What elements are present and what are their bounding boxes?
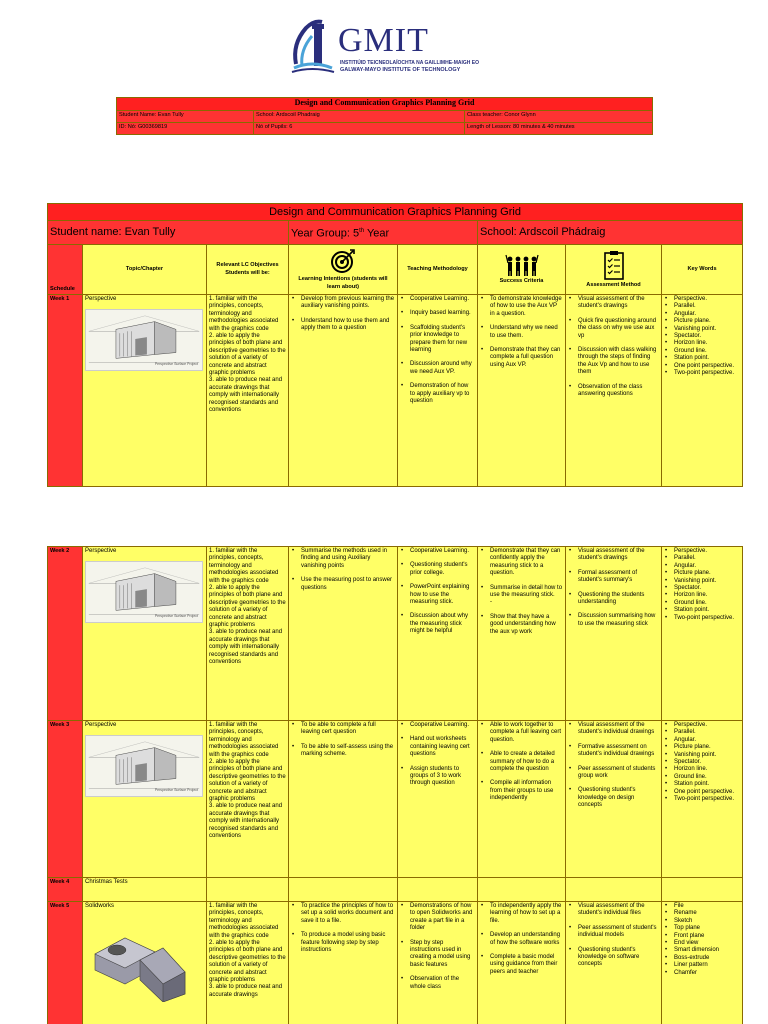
table-row-week4 (48, 878, 743, 902)
list-item: • Observation of the whole class (400, 976, 475, 991)
week1-methodology (398, 295, 478, 487)
header-intentions-label: Learning Intentions (students will learn about) (298, 276, 388, 290)
list-item: • Discussion summarising how to use the measuring stick (568, 613, 659, 628)
week5-methodology (398, 902, 478, 1024)
week3-success (478, 721, 566, 878)
list-item: • Horizon line. (664, 766, 740, 773)
info-id: ID: Nó: G00369819 (117, 123, 254, 135)
week4-empty-cell (398, 878, 478, 902)
week2-success (478, 547, 566, 721)
week4-empty-cell (207, 878, 289, 902)
list-item: • Perspective. (664, 722, 740, 729)
list-item: • Demonstrate that they can complete a full question using Aux VP. (480, 347, 563, 369)
week5-intentions (289, 902, 398, 1024)
year-sup: th (359, 227, 365, 234)
week5-keywords (662, 902, 743, 1024)
list-item: • Cooperative Learning. (400, 296, 475, 303)
header-success (478, 245, 566, 295)
lesson-label: Length of Lesson: (467, 124, 512, 130)
week2-topic-text: Perspective (85, 548, 117, 554)
image-caption: Perspective Surface Project (154, 788, 198, 792)
list-item: • Station point. (664, 607, 740, 614)
week1-keywords (662, 295, 743, 487)
list-item: • Summarise in detail how to use the measuring stick. - (480, 585, 563, 607)
grid-school: School: Ardscoil Phádraig (478, 221, 743, 245)
header-objectives-line1: Relevant LC Objectives (216, 262, 279, 269)
header-objectives (207, 245, 289, 295)
list-item: • Summarise the methods used in finding and using Auxiliary vanishing points (291, 548, 395, 570)
list-item: • Angular. (664, 563, 740, 570)
list-item: • Angular. (664, 737, 740, 744)
list-item: • Picture plane. (664, 318, 740, 325)
list-item: • Smart dimension (664, 947, 740, 954)
list-item: • Step by step instructions used in creating a model using basic features (400, 940, 475, 970)
list-item: • One point perspective. (664, 789, 740, 796)
list-item: • Demonstration of how to apply auxiliary vp to question (400, 383, 475, 405)
header-keywords: Key Words (662, 245, 743, 295)
week3-assessment (566, 721, 662, 878)
week3-topic-text: Perspective (85, 722, 117, 728)
week3-topic (83, 721, 207, 878)
list-item: • Cooperative Learning. (400, 548, 475, 555)
team-success-icon (505, 254, 539, 276)
week1-topic (83, 295, 207, 487)
list-item: • Use the measuring post to answer questions (291, 577, 395, 592)
week5-assessment (566, 902, 662, 1024)
list-item: • Questioning student's knowledge on software concepts (568, 947, 659, 969)
week1-objectives: 1. familiar with the principles, concepts, terminology and methodologies associated with the graphics code 2. able to apply the principles of both plane and descriptive geometries to the solution of a variety of concrete and abstract graphic problems 3. able to produce neat and accurate drawings that comply with internationally recognised standards and conventions (207, 295, 289, 487)
list-item: • Compile all information from their groups to use independently (480, 780, 563, 802)
list-item: • Questioning the students understanding (568, 592, 659, 607)
list-item: • Questioning student's prior college. (400, 562, 475, 577)
week2-methodology (398, 547, 478, 721)
list-item: • Perspective. (664, 548, 740, 555)
week2-label: Week 2 (48, 547, 83, 721)
week1-label: Week 1 (48, 295, 83, 487)
week2-intentions (289, 547, 398, 721)
list-item: • Two-point perspective. (664, 796, 740, 803)
week4-empty-cell (662, 878, 743, 902)
perspective-drawing-image (85, 561, 203, 623)
week3-methodology (398, 721, 478, 878)
list-item: • Front plane (664, 933, 740, 940)
week5-success (478, 902, 566, 1024)
week2-topic (83, 547, 207, 721)
list-item: • Station point. (664, 355, 740, 362)
week5-label: Week 5 (48, 902, 83, 1024)
target-icon (330, 248, 356, 274)
perspective-drawing-image (85, 309, 203, 371)
info-school: School: Ardscoil Phadraig (254, 111, 465, 123)
header-success-label: Success Criteria (499, 277, 544, 284)
list-item: • Formative assessment on student's individual drawings (568, 744, 659, 759)
week1-assessment (566, 295, 662, 487)
planning-grid-page2 (47, 546, 743, 1024)
list-item: • Picture plane. (664, 570, 740, 577)
week3-intentions (289, 721, 398, 878)
list-item: • Understand why we need to use them. (480, 325, 563, 340)
week3-keywords (662, 721, 743, 878)
list-item: • One point perspective. (664, 363, 740, 370)
week2-keywords (662, 547, 743, 721)
list-item: • Top plane (664, 925, 740, 932)
list-item: • Perspective. (664, 296, 740, 303)
list-item: • Parallel. (664, 555, 740, 562)
list-item: • Two-point perspective. (664, 615, 740, 622)
list-item: • Formal assessment of student's summary's (568, 570, 659, 585)
list-item: • Spectator. (664, 585, 740, 592)
list-item: • Discussion about why the measuring stick might be helpful (400, 613, 475, 635)
list-item: • Able to work together to complete a full leaving cert question. (480, 722, 563, 744)
list-item: • Able to create a detailed summary of how to do a complete the question (480, 751, 563, 773)
list-item: • Observation of the class answering questions (568, 384, 659, 399)
info-lesson-length (465, 123, 653, 135)
week2-assessment (566, 547, 662, 721)
gmit-logo (288, 14, 488, 76)
list-item: • Visual assessment of the student's individual drawings (568, 722, 659, 737)
table-row-week1 (48, 295, 743, 487)
table-row-week5 (48, 902, 743, 1024)
list-item: • To demonstrate knowledge of how to use the Aux VP in a question. (480, 296, 563, 318)
table-row-week2 (48, 547, 743, 721)
info-pupils: Nó of Pupils: 6 (254, 123, 465, 135)
info-student-name: Student Name: Evan Tully (117, 111, 254, 123)
list-item: • Demonstrate that they can confidently apply the measuring stick to a question. (480, 548, 563, 578)
list-item: • Vanishing point. (664, 752, 740, 759)
list-item: • Quick fire questioning around the class on why we use aux vp (568, 318, 659, 340)
list-item: • PowerPoint explaining how to use the measuring stick. (400, 584, 475, 606)
week5-topic (83, 902, 207, 1024)
year-group-text: Year Group: 5 (291, 227, 360, 240)
list-item: • Ground line. (664, 774, 740, 781)
list-item: • Scaffolding student's prior knowledge to prepare them for new learning (400, 325, 475, 355)
info-class-teacher: Class teacher: Conor Glynn (465, 111, 653, 123)
info-title: Design and Communication Graphics Planning Grid (117, 98, 653, 111)
list-item: • Discussion around why we need Aux VP. (400, 361, 475, 376)
list-item: • Liner pattern (664, 962, 740, 969)
header-schedule: Schedule (48, 245, 83, 295)
header-assessment-label: Assessment Method (586, 281, 641, 288)
week4-empty-cell (289, 878, 398, 902)
list-item: • Demonstrations of how to open Solidworks and create a part file in a folder (400, 903, 475, 933)
list-item: • Develop an understanding of how the software works (480, 932, 563, 947)
grid-year-group (289, 221, 478, 245)
list-item: • Chamfer (664, 970, 740, 977)
logo-english-name: GALWAY-MAYO INSTITUTE OF TECHNOLOGY (340, 67, 461, 73)
week3-label: Week 3 (48, 721, 83, 878)
image-caption: Perspective Surface Project (154, 362, 198, 366)
week4-topic: Christmas Tests (83, 878, 207, 902)
table-row-week3 (48, 721, 743, 878)
list-item: • Two-point perspective. (664, 370, 740, 377)
week3-objectives: 1. familiar with the principles, concepts, terminology and methodologies associated with the graphics code 2. able to apply the principles of both plane and descriptive geometries to the solution of a variety of concrete and abstract graphic problems 3. able to produce neat and accurate drawings that comply with internationally recognised standards and conventions (207, 721, 289, 878)
list-item: • Rename (664, 910, 740, 917)
list-item: • Visual assessment of the student's drawings (568, 548, 659, 563)
solidworks-model-image (85, 914, 203, 1002)
list-item: • Boss-extrude (664, 955, 740, 962)
list-item: • Questioning student's knowledge on design concepts (568, 787, 659, 809)
list-item: • Discussion with class walking through the steps of finding the Aux Vp and how to use them (568, 347, 659, 377)
list-item: • Understand how to use them and apply them to a question (291, 318, 395, 333)
list-item: • To practice the principles of how to set up a solid works document and save it to a file. (291, 903, 395, 925)
list-item: • Hand out worksheets containing leaving cert questions (400, 736, 475, 758)
image-caption: Perspective Surface Project (154, 614, 198, 618)
list-item: • Angular. (664, 311, 740, 318)
header-methodology: Teaching Methodology (398, 245, 478, 295)
list-item: • Inquiry based learning. (400, 310, 475, 317)
perspective-drawing-image (85, 735, 203, 797)
week5-objectives: 1. familiar with the principles, concepts, terminology and methodologies associated with the graphics code 2. able to apply the principles of both plane and descriptive geometries to the solution of a variety of concrete and abstract graphic problems 3. able to produce neat and accurate drawings (207, 902, 289, 1024)
list-item: • Spectator. (664, 333, 740, 340)
list-item: • Parallel. (664, 729, 740, 736)
header-intentions (289, 245, 398, 295)
header-assessment (566, 245, 662, 295)
list-item: • To independently apply the learning of how to set up a file. (480, 903, 563, 925)
grid-title: Design and Communication Graphics Planning Grid (48, 204, 743, 221)
list-item: • Vanishing point. (664, 578, 740, 585)
list-item: • Visual assessment of the student's individual files (568, 903, 659, 918)
list-item: • Assign students to groups of 3 to work through question (400, 766, 475, 788)
week1-success (478, 295, 566, 487)
checklist-icon (604, 250, 624, 280)
week1-intentions (289, 295, 398, 487)
list-item: • Visual assessment of the student's drawings (568, 296, 659, 311)
list-item: • Peer assessment of students group work (568, 766, 659, 781)
list-item: • Horizon line. (664, 592, 740, 599)
header-topic: Topic/Chapter (83, 245, 207, 295)
grid-student-name: Student name: Evan Tully (48, 221, 289, 245)
list-item: • Parallel. (664, 303, 740, 310)
week4-label: Week 4 (48, 878, 83, 902)
list-item: • Peer assessment of student's individual models (568, 925, 659, 940)
list-item: • Develop from previous learning the auxiliary vanishing points. (291, 296, 395, 311)
planning-grid-page1 (47, 203, 743, 487)
gmit-tower-icon (288, 14, 336, 76)
week2-objectives: 1. familiar with the principles, concepts, terminology and methodologies associated with the graphics code 2. able to apply the principles of both plane and descriptive geometries to the solution of a variety of concrete and abstract graphic problems 3. able to produce neat and accurate drawings that comply with internationally recognised standards and conventions (207, 547, 289, 721)
logo-name: GMIT (338, 22, 429, 59)
list-item: • Show that they have a good understanding how the aux vp work (480, 614, 563, 636)
week4-empty-cell (478, 878, 566, 902)
list-item: • Station point. (664, 781, 740, 788)
list-item: • File (664, 903, 740, 910)
list-item: • Complete a basic model using guidance from their peers and teacher (480, 954, 563, 976)
list-item: • End view (664, 940, 740, 947)
list-item: • Sketch (664, 918, 740, 925)
logo-irish-name: INSTITIÚID TEICNEOLAÍOCHTA NA GAILLIMHE-MAIGH EO (340, 60, 479, 66)
list-item: • To be able to self-assess using the marking scheme. (291, 744, 395, 759)
list-item: • To be able to complete a full leaving cert question (291, 722, 395, 737)
week5-topic-text: Solidworks (85, 903, 115, 909)
list-item: • Ground line. (664, 348, 740, 355)
lesson-value: 80 minutes & 40 minutes (511, 124, 575, 130)
year-suffix: Year (364, 227, 390, 240)
header-objectives-line2: Students will be: (225, 269, 270, 276)
list-item: • Vanishing point. (664, 326, 740, 333)
list-item: • Ground line. (664, 600, 740, 607)
list-item: • Picture plane. (664, 744, 740, 751)
info-table (116, 97, 653, 135)
list-item: • To produce a model using basic feature following step by step instructions (291, 932, 395, 954)
list-item: • Horizon line. (664, 340, 740, 347)
week4-empty-cell (566, 878, 662, 902)
week1-topic-text: Perspective (85, 296, 117, 302)
list-item: • Spectator. (664, 759, 740, 766)
list-item: • Cooperative Learning. (400, 722, 475, 729)
